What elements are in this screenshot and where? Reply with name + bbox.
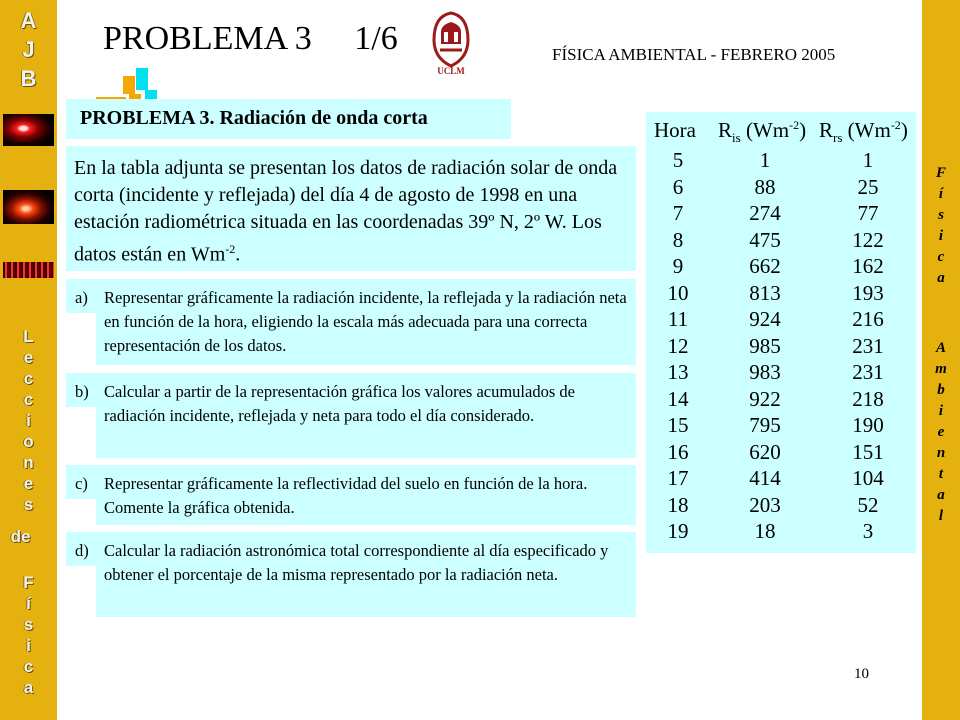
table-cell-ris: 985 xyxy=(749,333,781,358)
right-sidebar-letter: m xyxy=(935,361,947,377)
header-rrs-unit: (Wm xyxy=(842,118,891,142)
question-letter: b) xyxy=(75,382,89,401)
table-cell-ris: 922 xyxy=(749,386,781,411)
header-ris-sub: is xyxy=(732,130,741,146)
question-a xyxy=(66,279,636,365)
table-cell-ris: 924 xyxy=(749,307,781,331)
sidebar-photo-3 xyxy=(3,262,54,278)
sidebar-initial: A xyxy=(20,8,37,33)
table-cell-rrs: 3 xyxy=(862,519,874,543)
header-hora: Hora xyxy=(654,118,696,142)
question-letter: c) xyxy=(75,474,88,493)
problem-heading-box xyxy=(66,99,511,139)
table-cell-hora: 14 xyxy=(667,386,689,411)
table-cell-hora: 5 xyxy=(672,148,684,172)
right-sidebar xyxy=(922,0,960,720)
table-cell-ris: 662 xyxy=(749,254,781,278)
question-c xyxy=(66,465,636,525)
header-rrs-exp: -2 xyxy=(890,118,901,132)
table-cell-hora: 17 xyxy=(667,466,689,490)
question-text: Calcular la radiación astronómica total correspondiente al día especificado y obtener el porcentaje de la misma representado por la radiación neta. xyxy=(104,541,609,584)
sidebar-letter: e xyxy=(23,348,34,367)
sidebar-letter: a xyxy=(23,678,34,697)
right-sidebar-letter: e xyxy=(937,424,945,440)
header-ris-unit: (Wm xyxy=(740,118,790,142)
right-sidebar-letter: l xyxy=(938,508,944,524)
sidebar-letter: F xyxy=(23,573,34,592)
intro-end: . xyxy=(235,243,241,266)
table-cell-rrs: 190 xyxy=(852,413,884,437)
intro-exponent: -2 xyxy=(225,242,236,256)
page-fraction: 1/6 xyxy=(354,20,398,57)
right-sidebar-letter: F xyxy=(935,165,946,181)
table-cell-rrs: 231 xyxy=(852,360,884,384)
table-cell-rrs: 122 xyxy=(852,227,884,252)
sidebar-letter: c xyxy=(23,657,34,676)
table-cell-ris: 813 xyxy=(749,280,781,305)
table-cell-hora: 15 xyxy=(667,413,689,437)
header-rrs xyxy=(819,118,908,146)
table-cell-ris: 18 xyxy=(754,519,776,543)
slide-title xyxy=(103,20,398,58)
sidebar-letter: i xyxy=(26,411,31,430)
question-letter: a) xyxy=(75,288,88,307)
question-letter: d) xyxy=(75,541,89,560)
table-cell-rrs: 216 xyxy=(852,307,884,331)
logo-text: UCLM xyxy=(437,66,465,76)
sidebar-letter: e xyxy=(23,474,34,493)
table-cell-hora: 11 xyxy=(667,307,689,331)
right-sidebar-letter: s xyxy=(938,207,944,223)
table-cell-ris: 203 xyxy=(749,492,781,517)
table-cell-hora: 16 xyxy=(667,439,689,464)
header-rrs-main: R xyxy=(819,118,834,142)
table-cell-ris: 88 xyxy=(754,174,776,199)
sidebar-photo-1 xyxy=(3,114,54,146)
table-cell-ris: 1 xyxy=(759,148,771,172)
sidebar-word-de: de xyxy=(10,527,31,546)
right-sidebar-letter: A xyxy=(935,340,946,356)
right-sidebar-letter: í xyxy=(938,186,944,202)
subject-header: FÍSICA AMBIENTAL - FEBRERO 2005 xyxy=(552,45,836,64)
right-sidebar-letter: a xyxy=(937,270,945,286)
right-sidebar-letter: t xyxy=(938,466,944,482)
table-cell-hora: 6 xyxy=(672,174,684,199)
table-cell-hora: 18 xyxy=(667,492,689,517)
sidebar-letter: s xyxy=(23,615,34,634)
table-cell-rrs: 77 xyxy=(857,201,879,225)
right-sidebar-letter: n xyxy=(936,445,946,461)
deco-square-orange-1 xyxy=(123,76,135,94)
table-cell-rrs: 151 xyxy=(852,439,884,464)
sidebar-letter: i xyxy=(26,636,31,655)
sidebar-letter: c xyxy=(23,369,34,388)
right-sidebar-letter: a xyxy=(937,487,945,503)
header-ris-main: R xyxy=(718,118,733,142)
table-cell-ris: 983 xyxy=(749,360,781,384)
title-text: PROBLEMA 3 xyxy=(103,20,312,57)
table-cell-rrs: 162 xyxy=(852,254,884,278)
table-cell-rrs: 1 xyxy=(862,148,874,172)
table-cell-hora: 9 xyxy=(672,254,684,278)
right-sidebar-letter: c xyxy=(937,249,945,265)
table-cell-rrs: 104 xyxy=(852,466,884,490)
sidebar-letter: n xyxy=(23,453,34,472)
header-rrs-close: ) xyxy=(900,118,908,142)
table-cell-hora: 12 xyxy=(667,333,689,358)
table-cell-hora: 10 xyxy=(667,280,689,305)
question-d xyxy=(66,532,636,617)
deco-square-cyan-1 xyxy=(136,68,148,90)
intro-text xyxy=(74,155,629,269)
question-b xyxy=(66,373,636,458)
table-cell-ris: 274 xyxy=(749,201,781,225)
right-sidebar-letter: i xyxy=(938,403,944,419)
intro-body: En la tabla adjunta se presentan los datos de radiación solar de onda corta (incidente y reflejada) del día 4 de agosto de 1998 en una estación radiométrica situada en las coordenadas 39º N, 2º W. Los datos están en Wm xyxy=(74,157,618,266)
sidebar-photo-2 xyxy=(3,190,54,224)
problem-heading: PROBLEMA 3. Radiación de onda corta xyxy=(80,107,428,129)
header-rrs-sub: rs xyxy=(833,130,843,146)
sidebar-initial: J xyxy=(22,37,35,62)
question-text: Calcular a partir de la representación gráfica los valores acumulados de radiación incidente, reflejada y neta para todo el día considerado. xyxy=(104,382,575,425)
table-cell-ris: 475 xyxy=(749,227,781,252)
sidebar-letter: o xyxy=(23,432,34,451)
table-cell-rrs: 218 xyxy=(852,386,884,411)
page-number: 10 xyxy=(854,666,869,682)
right-sidebar-letter: b xyxy=(937,382,945,398)
right-sidebar-letter: i xyxy=(938,228,944,244)
table-cell-hora: 13 xyxy=(667,360,689,384)
sidebar-initial: B xyxy=(20,66,37,91)
table-cell-ris: 795 xyxy=(749,413,781,437)
table-cell-ris: 620 xyxy=(749,439,781,464)
question-text: Representar gráficamente la radiación incidente, la reflejada y la radiación neta en función de la hora, eligiendo la escala más adecuada para una correcta representación de los datos. xyxy=(104,288,627,355)
table-cell-rrs: 193 xyxy=(852,280,884,305)
header-ris xyxy=(718,118,806,146)
table-cell-hora: 8 xyxy=(672,227,684,252)
sidebar-letter: L xyxy=(23,327,34,346)
table-cell-rrs: 25 xyxy=(857,174,879,199)
table-cell-hora: 7 xyxy=(672,201,684,225)
table-cell-rrs: 231 xyxy=(852,333,884,358)
table-cell-rrs: 52 xyxy=(857,492,879,517)
intro-box xyxy=(66,146,636,271)
header-ris-exp: -2 xyxy=(789,118,800,132)
sidebar-letter: s xyxy=(23,495,34,514)
sidebar-letter: í xyxy=(26,594,31,613)
header-ris-close: ) xyxy=(799,118,807,142)
table-cell-ris: 414 xyxy=(749,466,781,490)
question-text: Representar gráficamente la reflectividad del suelo en función de la hora. Comente la gráfica obtenida. xyxy=(104,474,588,517)
table-cell-hora: 19 xyxy=(667,519,689,543)
sidebar-letter: c xyxy=(23,390,34,409)
